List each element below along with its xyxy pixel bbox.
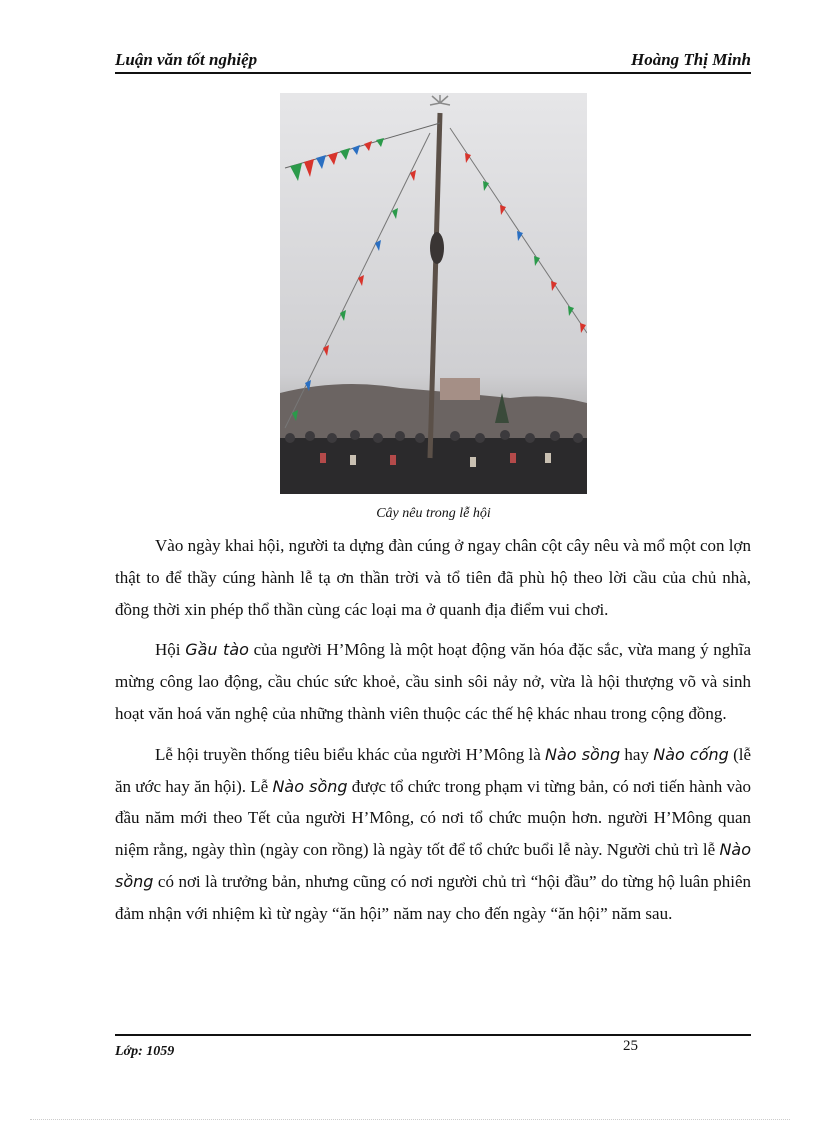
header-author: Hoàng Thị Minh bbox=[631, 50, 751, 69]
paragraph-text: Hội bbox=[155, 640, 186, 660]
header-title: Luận văn tốt nghiệp bbox=[115, 50, 258, 69]
page-footer bbox=[115, 1034, 751, 1066]
paragraph-text: có nơi là trưởng bản, nhưng cũng có nơi người chủ trì “hội đầu” do từng hộ luân phiên đảm nhận với nhiệm kì từ ngày “ăn hội” năm nay cho đến ngày “ăn hội” năm sau. bbox=[115, 871, 751, 923]
festival-pole-photo bbox=[280, 93, 587, 494]
body-text bbox=[115, 530, 751, 939]
paragraph-text: Lễ hội truyền thống tiêu biểu khác của người H’Mông là bbox=[155, 744, 546, 764]
italic-term: Nào sồng bbox=[272, 776, 348, 796]
class-label: Lớp: 1059 bbox=[115, 1044, 175, 1059]
paragraph bbox=[115, 634, 751, 729]
paragraph bbox=[115, 530, 751, 625]
page-number: 25 bbox=[623, 1038, 638, 1054]
paragraph-text: hay bbox=[620, 744, 654, 764]
page-bottom-dotted-line bbox=[30, 1119, 790, 1120]
page-header bbox=[115, 48, 751, 74]
pole-illustration bbox=[280, 93, 587, 494]
italic-term: Nào sồng bbox=[545, 744, 621, 764]
paragraph-text: Vào ngày khai hội, người ta dựng đàn cúng ở ngay chân cột cây nêu và mổ một con lợn thật to để thầy cúng hành lễ tạ ơn thần trời và tổ tiên đã phù hộ theo lời cầu của chủ nhà, đồng thời xin phép thổ thần cùng các loại ma ở quanh địa điểm vui chơi. bbox=[115, 536, 751, 619]
paragraph-text: được tổ chức trong phạm vi từng bản, có nơi tiến hành vào đầu năm mới theo Tết của người H’Mông, có nơi tổ chức muộn hơn. người H’Mông quan niệm rằng, ngày thìn (ngày con rồng) là ngày tốt để tổ chức buổi lễ này. Người chủ trì lễ bbox=[115, 776, 752, 860]
italic-term: Nào cống bbox=[653, 744, 729, 764]
paragraph bbox=[115, 739, 751, 930]
italic-term: Gầu tào bbox=[185, 640, 249, 660]
figure-caption: Cây nêu trong lễ hội bbox=[376, 506, 491, 521]
italic-term: Nào sồng bbox=[115, 840, 751, 891]
paragraph-text: của người H’Mông là một hoạt động văn hóa đặc sắc, vừa mang ý nghĩa mừng công lao động, cầu chúc sức khoẻ, cầu sinh sôi nảy nở, vừa là hội thượng võ và sinh hoạt văn hoá văn nghệ của những thành viên thuộc các thế hệ khác nhau trong cộng đồng. bbox=[115, 640, 752, 723]
paragraph-text: (lễ ăn ước hay ăn hội). Lễ bbox=[115, 744, 752, 796]
